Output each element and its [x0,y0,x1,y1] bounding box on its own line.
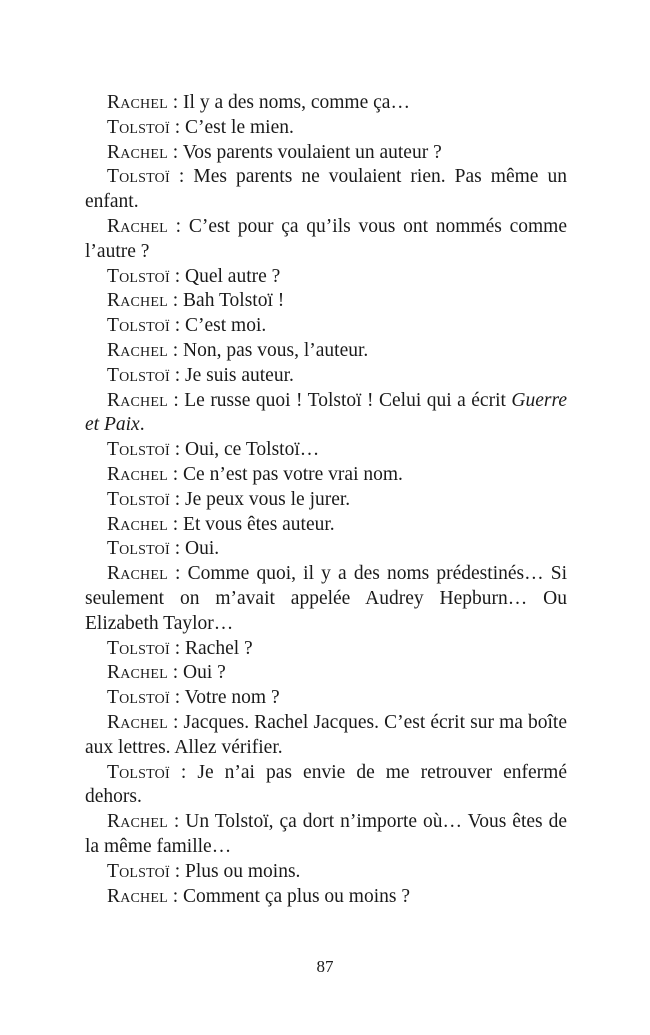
line-text: Bah Tolstoï ! [183,290,285,312]
speaker-name: Rachel [107,339,168,361]
dialogue-line [85,364,567,389]
speaker-name: Tolstoï [107,488,170,510]
dialogue-line [85,165,567,215]
speaker-name: Rachel [107,563,168,585]
speaker-name: Rachel [107,389,168,411]
speaker-name: Rachel [107,141,168,163]
line-text: Vos parents voulaient un auteur ? [182,141,442,163]
speaker-name: Rachel [107,711,168,733]
dialogue-line [85,488,567,513]
line-text-end: . [139,414,145,436]
dialogue-line [85,637,567,662]
speaker-separator: : [167,141,183,163]
line-text: Le russe quoi ! Tolstoï ! Celui qui a écrit [184,389,512,411]
speaker-separator: : [169,364,186,386]
speaker-separator: : [169,166,194,188]
speaker-separator: : [167,215,189,237]
line-text: Et vous êtes auteur. [183,513,335,535]
line-text: Oui ? [183,662,226,684]
speaker-name: Rachel [107,215,168,237]
speaker-name: Tolstoï [107,860,170,882]
speaker-separator: : [167,339,184,361]
speaker-name: Rachel [107,92,168,113]
speaker-name: Rachel [107,662,168,684]
speaker-name: Tolstoï [107,166,170,188]
speaker-separator: : [169,315,186,337]
dialogue-line [85,438,567,463]
speaker-separator: : [169,761,198,783]
speaker-name: Tolstoï [107,315,170,337]
speaker-name: Tolstoï [107,637,170,659]
speaker-name: Rachel [107,513,168,535]
speaker-separator: : [169,637,186,659]
book-title: Guerre et Paix [85,389,568,436]
dialogue-line [85,215,567,265]
speaker-separator: : [167,563,188,585]
dialogue-line [85,314,567,339]
line-text: Mes parents ne voulaient rien. Pas même un enfant. [85,166,567,213]
dialogue-text [85,91,567,909]
line-text: C’est le mien. [185,116,294,138]
line-text: Il y a des noms, comme ça… [183,92,410,113]
dialogue-line [85,562,567,636]
dialogue-line [85,463,567,488]
speaker-separator: : [167,290,184,312]
speaker-name: Rachel [107,463,168,485]
speaker-name: Tolstoï [107,265,170,287]
speaker-name: Tolstoï [107,116,170,138]
speaker-separator: : [169,116,186,138]
speaker-name: Rachel [107,885,168,907]
line-text: Comme quoi, il y a des noms prédestinés… Si seulement on m’avait appelée Audrey Hepburn… Ou Elizabeth Taylor… [85,563,568,634]
speaker-separator: : [167,662,184,684]
dialogue-line [85,885,567,910]
page-number: 87 [316,957,334,976]
dialogue-line [85,810,567,860]
dialogue-line [85,389,567,439]
line-text: Oui, ce Tolstoï… [185,439,320,461]
speaker-name: Tolstoï [107,439,170,461]
speaker-separator: : [167,92,184,113]
line-text: Je n’ai pas envie de me retrouver enfermé dehors. [85,761,568,808]
line-text: Comment ça plus ou moins ? [183,885,410,907]
speaker-separator: : [169,687,185,709]
dialogue-line [85,339,567,364]
line-text: Jacques. Rachel Jacques. C’est écrit sur ma boîte aux lettres. Allez vérifier. [85,711,568,758]
line-text: Un Tolstoï, ça dort n’importe où… Vous êtes de la même famille… [85,811,568,857]
speaker-separator: : [169,860,186,882]
speaker-separator: : [169,488,186,510]
dialogue-line [85,91,567,116]
dialogue-line [85,289,567,314]
dialogue-line [85,686,567,711]
dialogue-line [85,860,567,885]
speaker-name: Rachel [107,811,168,833]
speaker-separator: : [167,811,186,833]
speaker-separator: : [167,513,184,535]
speaker-name: Tolstoï [107,538,170,560]
line-text: Ce n’est pas votre vrai nom. [183,463,403,485]
line-text: Oui. [185,538,220,560]
dialogue-line [85,116,567,141]
dialogue-line [85,513,567,538]
line-text: Votre nom ? [184,687,280,709]
line-text: Rachel ? [185,637,253,659]
dialogue-line [85,537,567,562]
dialogue-line [85,661,567,686]
speaker-separator: : [169,439,186,461]
speaker-separator: : [169,265,186,287]
line-text: Non, pas vous, l’auteur. [183,339,369,361]
speaker-separator: : [169,538,186,560]
dialogue-line [85,265,567,290]
speaker-separator: : [167,463,184,485]
dialogue-line [85,141,567,166]
speaker-name: Tolstoï [107,761,170,783]
speaker-separator: : [167,389,185,411]
speaker-separator: : [167,885,184,907]
dialogue-line [85,711,567,761]
line-text: Je suis auteur. [185,364,294,386]
speaker-name: Tolstoï [107,364,170,386]
dialogue-line [85,761,567,811]
line-text: Plus ou moins. [185,860,301,882]
line-text: Je peux vous le jurer. [185,488,351,510]
line-text: Quel autre ? [185,265,281,287]
speaker-name: Rachel [107,290,168,312]
line-text: C’est pour ça qu’ils vous ont nommés comme l’autre ? [85,215,567,262]
speaker-separator: : [167,711,184,733]
speaker-name: Tolstoï [107,687,170,709]
line-text: C’est moi. [185,315,267,337]
